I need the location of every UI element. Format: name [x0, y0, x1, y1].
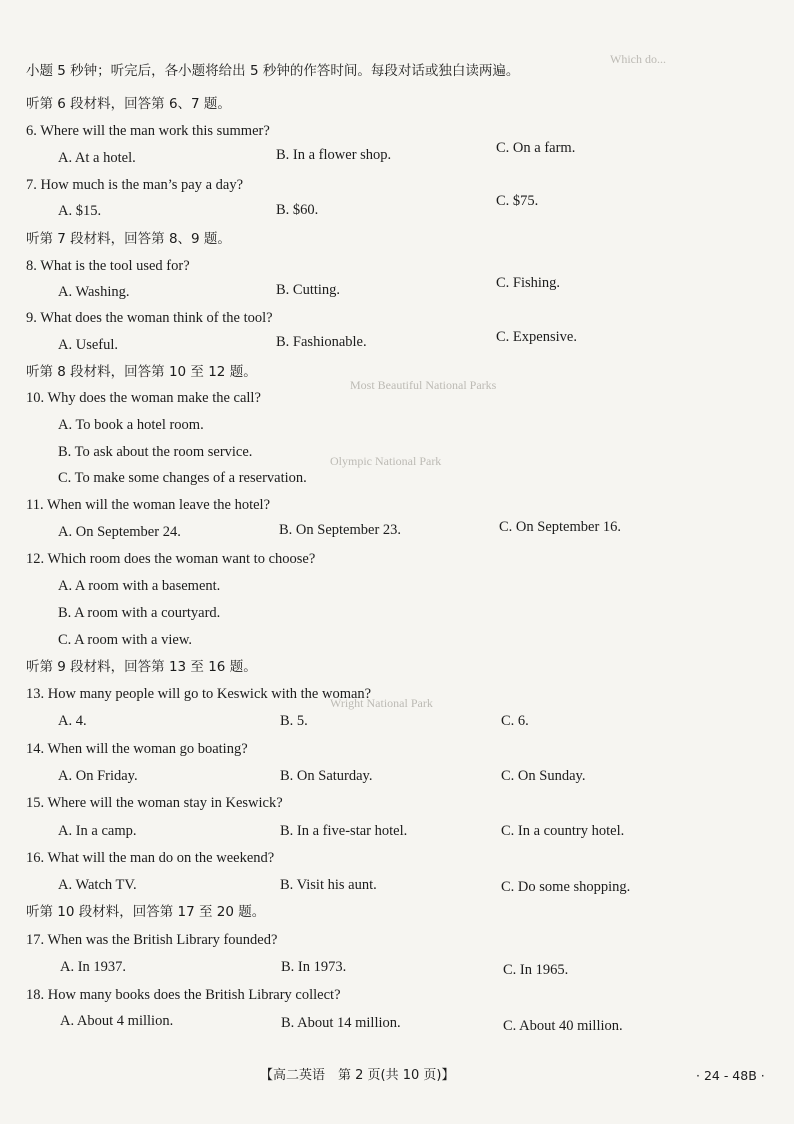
question-number: 17. [26, 932, 45, 948]
section-heading: 听第 7 段材料，回答第 8、9 题。 [26, 231, 231, 247]
question-number: 8. [26, 258, 37, 274]
question-number: 6. [26, 123, 37, 139]
option-b: B. 5. [280, 713, 308, 729]
question-stem [26, 550, 315, 568]
option-b: B. $60. [276, 202, 319, 218]
option-b: B. About 14 million. [281, 1015, 401, 1031]
option-c: C. A room with a view. [58, 632, 192, 648]
question-text: How many books does the British Library collect? [47, 987, 341, 1003]
question-text: How much is the man’s pay a day? [40, 177, 244, 193]
option-a: A. Useful. [58, 337, 119, 353]
question-number: 18. [26, 987, 45, 1003]
question-number: 10. [26, 390, 45, 406]
option-a: A. 4. [58, 713, 87, 729]
question-text: What does the woman think of the tool? [40, 310, 273, 326]
question-stem [26, 122, 270, 140]
option-b: B. Cutting. [276, 282, 341, 298]
option-a: A. In 1937. [60, 959, 127, 975]
option-a: A. About 4 million. [60, 1013, 174, 1029]
option-b: B. To ask about the room service. [58, 444, 253, 460]
question-stem [26, 309, 273, 327]
option-a: A. At a hotel. [58, 150, 136, 166]
question-number: 16. [26, 850, 45, 866]
option-c: C. On September 16. [499, 519, 622, 535]
section-heading: 听第 8 段材料，回答第 10 至 12 题。 [26, 364, 257, 380]
header-instruction: 小题 5 秒钟；听完后，各小题将给出 5 秒钟的作答时间。每段对话或独白读两遍。 [26, 63, 520, 79]
option-c: C. Fishing. [496, 275, 561, 291]
bleed-through-text: Most Beautiful National Parks [350, 378, 497, 392]
question-text: When was the British Library founded? [47, 932, 278, 948]
question-text: Where will the woman stay in Keswick? [47, 795, 283, 811]
question-text: What will the man do on the weekend? [47, 850, 275, 866]
section-heading: 听第 10 段材料，回答第 17 至 20 题。 [26, 904, 266, 920]
option-c: C. 6. [501, 713, 529, 729]
question-number: 15. [26, 795, 45, 811]
question-stem [26, 685, 371, 703]
option-a: A. On September 24. [58, 524, 181, 540]
question-number: 12. [26, 551, 45, 567]
question-stem [26, 176, 243, 194]
option-a: A. Washing. [58, 284, 130, 300]
option-c: C. To make some changes of a reservation. [58, 470, 307, 486]
option-b: B. On Saturday. [280, 768, 373, 784]
option-b: B. In a five-star hotel. [280, 823, 408, 839]
question-number: 14. [26, 741, 45, 757]
question-number: 11. [26, 497, 44, 513]
question-text: What is the tool used for? [40, 258, 190, 274]
section-heading: 听第 9 段材料，回答第 13 至 16 题。 [26, 659, 257, 675]
question-text: When will the woman leave the hotel? [46, 497, 271, 513]
option-c: C. $75. [496, 193, 539, 209]
option-c: C. Do some shopping. [501, 879, 631, 895]
option-b: B. In a flower shop. [276, 147, 392, 163]
question-stem [26, 986, 341, 1004]
paper-code: · 24 - 48B · [696, 1068, 765, 1083]
option-c: C. Expensive. [496, 329, 577, 345]
option-c: C. In 1965. [503, 962, 569, 978]
option-b: B. Visit his aunt. [280, 877, 377, 893]
question-text: When will the woman go boating? [47, 741, 248, 757]
question-stem [26, 849, 274, 867]
option-c: C. On Sunday. [501, 768, 586, 784]
question-stem [26, 496, 270, 514]
option-b: B. Fashionable. [276, 334, 367, 350]
question-stem [26, 389, 261, 407]
bleed-through-text: Which do... [610, 52, 666, 66]
option-a: A. On Friday. [58, 768, 138, 784]
option-c: C. On a farm. [496, 140, 576, 156]
option-b: B. On September 23. [279, 522, 402, 538]
option-a: A. In a camp. [58, 823, 137, 839]
question-text: Where will the man work this summer? [40, 123, 270, 139]
option-a: A. $15. [58, 203, 102, 219]
question-text: Which room does the woman want to choose? [47, 551, 316, 567]
bleed-through-text: Olympic National Park [330, 454, 442, 468]
page-footer: 【高二英语 第 2 页(共 10 页)】 [260, 1068, 455, 1083]
question-stem [26, 931, 277, 949]
question-number: 13. [26, 686, 45, 702]
option-b: B. A room with a courtyard. [58, 605, 221, 621]
option-a: A. Watch TV. [58, 877, 137, 893]
option-c: C. About 40 million. [503, 1018, 623, 1034]
option-b: B. In 1973. [281, 959, 347, 975]
question-text: Why does the woman make the call? [47, 390, 261, 406]
option-a: A. To book a hotel room. [58, 417, 204, 433]
section-heading: 听第 6 段材料，回答第 6、7 题。 [26, 96, 231, 112]
question-text: How many people will go to Keswick with the woman? [47, 686, 372, 702]
question-stem [26, 257, 190, 275]
option-a: A. A room with a basement. [58, 578, 221, 594]
bleed-through-text: Wright National Park [330, 696, 433, 710]
question-number: 9. [26, 310, 37, 326]
question-stem [26, 794, 283, 812]
question-number: 7. [26, 177, 37, 193]
option-c: C. In a country hotel. [501, 823, 625, 839]
question-stem [26, 740, 248, 758]
